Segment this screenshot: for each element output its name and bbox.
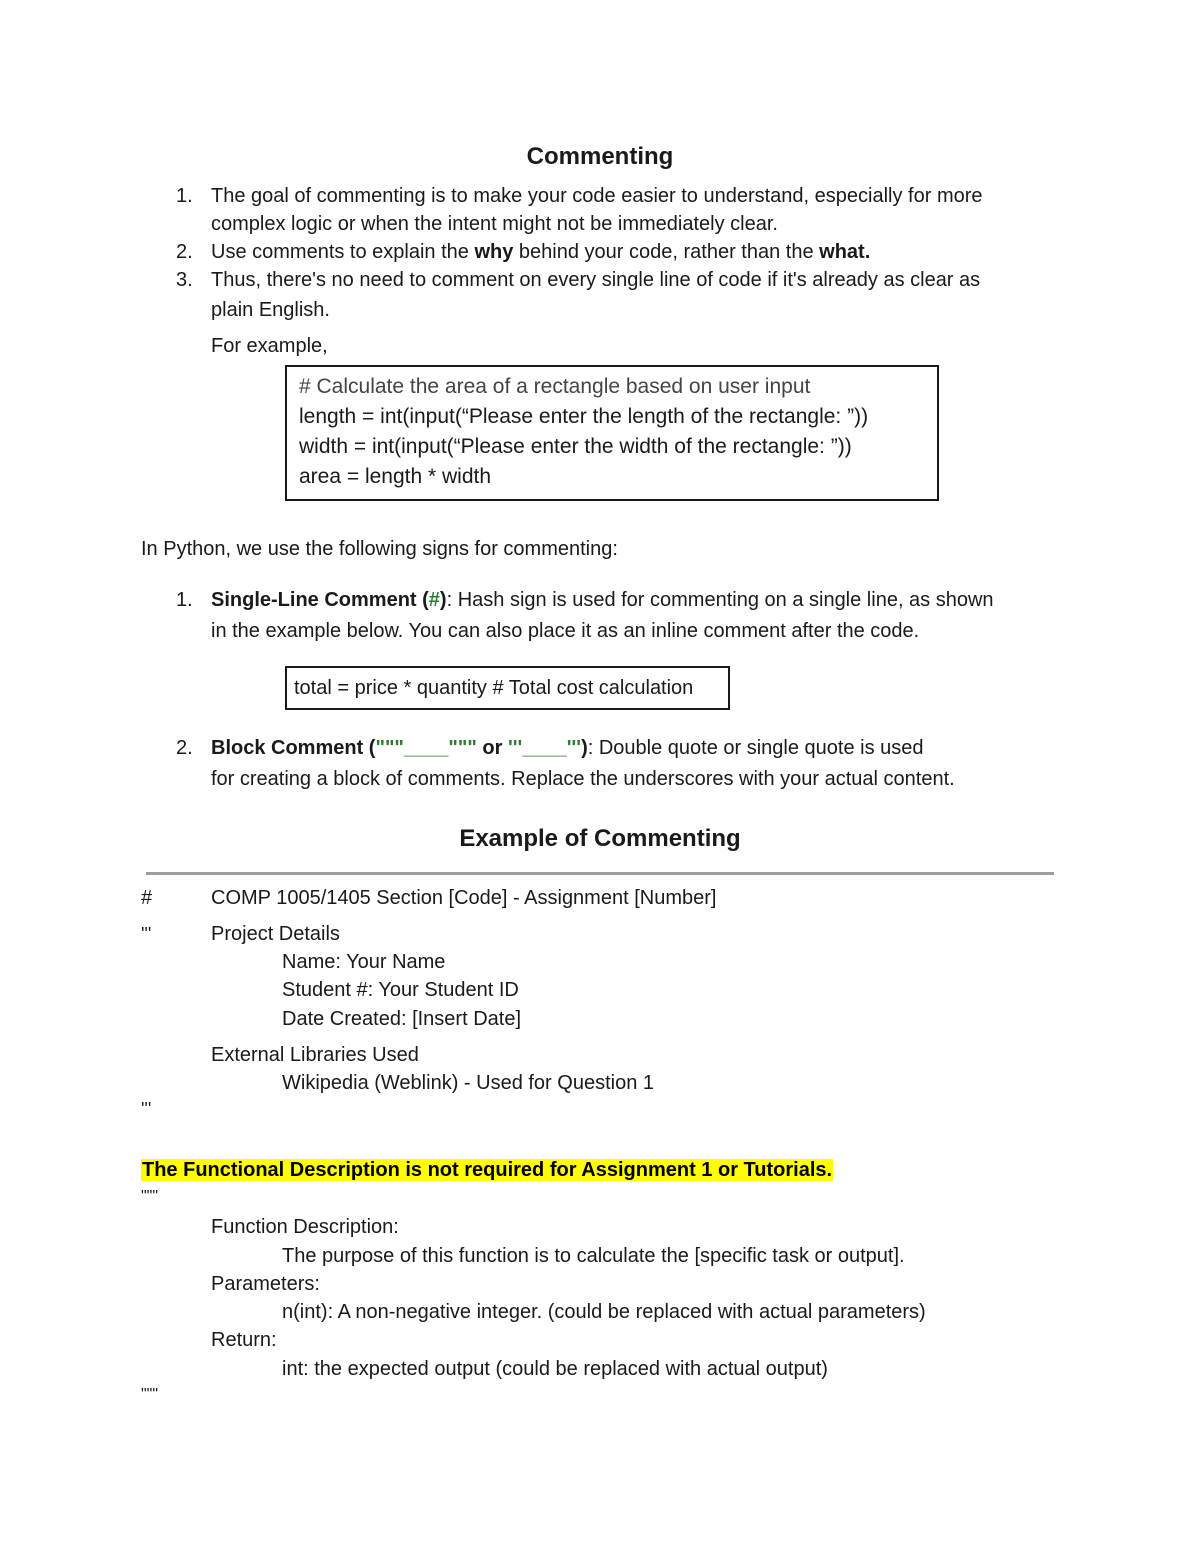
code-line: width = int(input(“Please enter the width of the rectangle: ”)) bbox=[299, 435, 852, 458]
code-example-box bbox=[285, 365, 939, 501]
python-intro: In Python, we use the following signs for commenting: bbox=[141, 538, 618, 560]
text-segment: Use comments to explain the bbox=[211, 241, 475, 263]
open-quotes: """ bbox=[141, 1188, 159, 1205]
return-text: int: the expected output (could be replaced with actual output) bbox=[282, 1358, 828, 1380]
libs-title: External Libraries Used bbox=[211, 1044, 419, 1066]
single-line-comment-item bbox=[211, 586, 994, 614]
function-desc-text: The purpose of this function is to calculate the [specific task or output]. bbox=[282, 1245, 905, 1267]
functional-note bbox=[141, 1157, 833, 1183]
name-line: Name: Your Name bbox=[282, 951, 446, 973]
code-line: length = int(input(“Please enter the length of the rectangle: ”)) bbox=[299, 405, 869, 428]
hash-symbol: # bbox=[428, 589, 440, 611]
student-line: Student #: Your Student ID bbox=[282, 979, 519, 1001]
function-desc-title: Function Description: bbox=[211, 1216, 399, 1238]
date-line: Date Created: [Insert Date] bbox=[282, 1008, 522, 1030]
close-quotes: ''' bbox=[141, 1099, 152, 1119]
code-line: area = length * width bbox=[299, 465, 492, 488]
horizontal-rule bbox=[146, 872, 1054, 875]
list-item-text: plain English. bbox=[211, 299, 330, 321]
triple-double-quote: """ bbox=[448, 737, 477, 759]
list-item-text: The goal of commenting is to make your code easier to understand, especially for more bbox=[211, 185, 983, 207]
highlighted-text: The Functional Description is not required for Assignment 1 or Tutorials. bbox=[142, 1159, 833, 1181]
label-text: ) bbox=[439, 589, 447, 611]
block-comment-item bbox=[211, 734, 924, 762]
list-number: 2. bbox=[176, 241, 193, 263]
page-title: Commenting bbox=[526, 143, 674, 170]
code-line: total = price * quantity # Total cost calculation bbox=[294, 677, 694, 699]
or-text: or bbox=[476, 737, 508, 759]
section-title: Example of Commenting bbox=[459, 825, 741, 852]
text-segment: behind your code, rather than the bbox=[513, 241, 820, 263]
inline-code-box bbox=[285, 666, 730, 710]
return-title: Return: bbox=[211, 1329, 277, 1351]
item-text: : Double quote or single quote is used bbox=[587, 737, 924, 759]
label-text: ) bbox=[581, 737, 588, 759]
item-text: for creating a block of comments. Replace the underscores with your actual content. bbox=[211, 768, 955, 790]
triple-single-quote: ''' bbox=[566, 737, 582, 759]
item-text: : Hash sign is used for commenting on a single line, as shown bbox=[446, 589, 994, 611]
course-line: COMP 1005/1405 Section [Code] - Assignment [Number] bbox=[211, 887, 717, 909]
project-details-title: Project Details bbox=[211, 923, 340, 945]
label-text: Block Comment ( bbox=[211, 737, 376, 759]
bold-why: why bbox=[474, 241, 514, 263]
label-text: Single-Line Comment ( bbox=[211, 589, 429, 611]
open-quotes: ''' bbox=[141, 924, 152, 944]
hash-marker: # bbox=[141, 887, 153, 909]
underscores: ____ bbox=[403, 737, 449, 759]
libs-item: Wikipedia (Weblink) - Used for Question 1 bbox=[282, 1072, 654, 1094]
list-item-text bbox=[211, 238, 870, 266]
bold-what: what. bbox=[819, 241, 871, 263]
parameters-title: Parameters: bbox=[211, 1273, 320, 1295]
list-number: 3. bbox=[176, 269, 193, 291]
item-text: in the example below. You can also place it as an inline comment after the code. bbox=[211, 620, 920, 642]
list-number: 1. bbox=[176, 589, 193, 611]
list-number: 2. bbox=[176, 737, 193, 759]
close-quotes: """ bbox=[141, 1386, 159, 1403]
for-example-label: For example, bbox=[211, 335, 328, 357]
list-item-text: complex logic or when the intent might not be immediately clear. bbox=[211, 213, 778, 235]
list-number: 1. bbox=[176, 185, 193, 207]
code-line-comment: # Calculate the area of a rectangle based on user input bbox=[299, 375, 811, 398]
triple-double-quote: """ bbox=[375, 737, 404, 759]
underscores: ____ bbox=[522, 737, 567, 759]
parameters-text: n(int): A non-negative integer. (could be replaced with actual parameters) bbox=[282, 1301, 926, 1323]
triple-single-quote: ''' bbox=[508, 737, 523, 759]
list-item-text: Thus, there's no need to comment on every single line of code if it's already as clear as bbox=[211, 269, 981, 291]
